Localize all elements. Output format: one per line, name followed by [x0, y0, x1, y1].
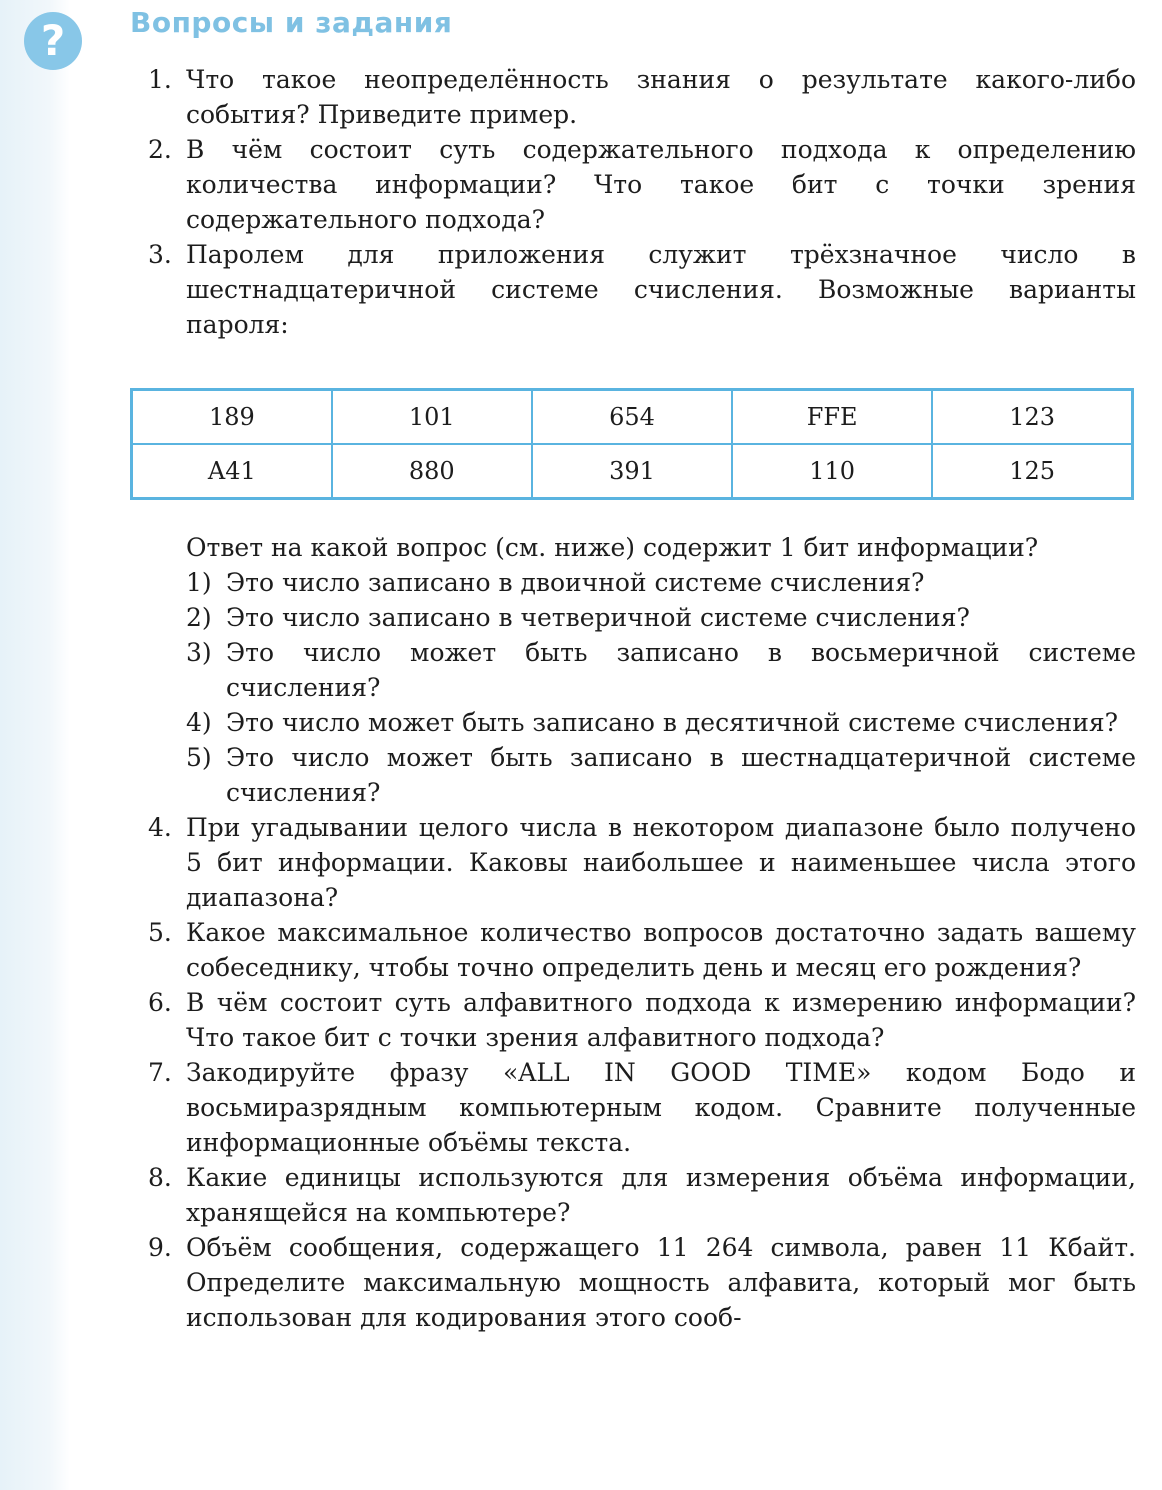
question-number: 4. [148, 813, 172, 842]
table-cell: FFE [732, 390, 932, 445]
answer-option [148, 635, 1136, 705]
question-number: 7. [148, 1058, 172, 1087]
question-text: В чём состоит суть содержательного подхода к определению количества информации? Что такое бит с точки зрения содержательного подхода? [186, 135, 1136, 234]
table-cell: 123 [932, 390, 1132, 445]
answer-option [148, 600, 1136, 635]
answer-option [148, 740, 1136, 810]
question-text: При угадывании целого числа в некотором диапазоне было получено 5 бит информации. Каковы наибольшее и наименьшее числа этого диапазона? [186, 813, 1136, 912]
option-number: 1) [186, 568, 212, 597]
table-cell: 110 [732, 444, 932, 499]
question-number: 5. [148, 918, 172, 947]
question-item [148, 62, 1136, 132]
option-number: 3) [186, 638, 212, 667]
option-text: Это число записано в четверичной системе счисления? [226, 603, 970, 632]
question-item [148, 810, 1136, 915]
question-number: 2. [148, 135, 172, 164]
question-text: Какие единицы используются для измерения объёма информации, хранящейся на компьютере? [186, 1163, 1136, 1227]
question-item [148, 1055, 1136, 1160]
question-item [148, 1160, 1136, 1230]
question-item [148, 985, 1136, 1055]
question-item [148, 132, 1136, 237]
question-text: Паролем для приложения служит трёхзначное число в шестнадцатеричной системе счисления. Возможные варианты пароля: [186, 240, 1136, 339]
question-number: 3. [148, 240, 172, 269]
option-number: 5) [186, 743, 212, 772]
question-text: В чём состоит суть алфавитного подхода к измерению информации? Что такое бит с точки зрения алфавитного подхода? [186, 988, 1136, 1052]
table-cell: 125 [932, 444, 1132, 499]
option-text: Это число может быть записано в десятичной системе счисления? [226, 708, 1119, 737]
option-number: 4) [186, 708, 212, 737]
option-text: Это число может быть записано в восьмеричной системе счисления? [226, 638, 1136, 702]
table-cell: A41 [132, 444, 332, 499]
question-number: 6. [148, 988, 172, 1017]
answer-option [148, 565, 1136, 600]
table-cell: 654 [532, 390, 732, 445]
question-item [148, 237, 1136, 342]
password-table [130, 388, 1134, 500]
question-number: 9. [148, 1233, 172, 1262]
question-text: Объём сообщения, содержащего 11 264 символа, равен 11 Кбайт. Определите максимальную мощность алфавита, который мог быть использован для кодирования этого сооб- [186, 1233, 1136, 1332]
table-cell: 880 [332, 444, 532, 499]
question-icon: ? [24, 12, 82, 70]
question-item [148, 1230, 1136, 1335]
section-heading: Вопросы и задания [130, 6, 453, 39]
option-number: 2) [186, 603, 212, 632]
option-text: Это число может быть записано в шестнадцатеричной системе счисления? [226, 743, 1136, 807]
table-cell: 391 [532, 444, 732, 499]
table-row [132, 390, 1133, 445]
table-row [132, 444, 1133, 499]
question-item [148, 915, 1136, 985]
table-cell: 101 [332, 390, 532, 445]
question-number: 1. [148, 65, 172, 94]
question-text: Какое максимальное количество вопросов достаточно задать вашему собеседнику, чтобы точно определить день и месяц его рождения? [186, 918, 1136, 982]
page-margin-strip [0, 0, 70, 1490]
question-text: Что такое неопределённость знания о результате какого-либо события? Приведите пример. [186, 65, 1136, 129]
option-text: Это число записано в двоичной системе счисления? [226, 568, 925, 597]
question-text: Закодируйте фразу «ALL IN GOOD TIME» кодом Бодо и восьмиразрядным компьютерным кодом. Сравните полученные информационные объёмы текста. [186, 1058, 1136, 1157]
questions-content [148, 62, 1136, 1335]
question-number: 8. [148, 1163, 172, 1192]
q3-followup-text: Ответ на какой вопрос (см. ниже) содержит 1 бит информации? [186, 533, 1039, 562]
table-cell: 189 [132, 390, 332, 445]
answer-option [148, 705, 1136, 740]
